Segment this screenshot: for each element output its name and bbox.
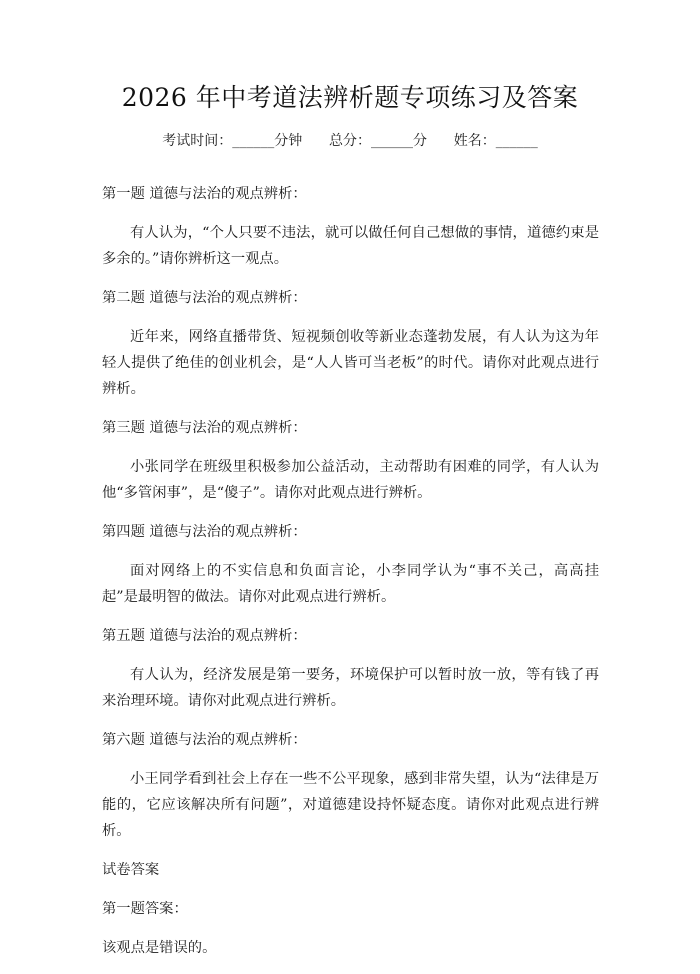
question-block: [102, 415, 599, 506]
question-text: 面对网络上的不实信息和负面言论，小李同学认为“事不关己，高高挂起”是最明智的做法。请你对此观点进行辨析。: [102, 563, 599, 605]
exam-info-line: 考试时间：______分钟 总分：______分 姓名：______: [162, 133, 538, 149]
question-block: [102, 181, 599, 272]
question-heading: 第一题 道德与法治的观点辨析：: [102, 186, 307, 202]
question-text: 有人认为，“个人只要不违法，就可以做任何自己想做的事情，道德约束是多余的。”请你辨析这一观点。: [102, 225, 599, 267]
question-heading: 第六题 道德与法治的观点辨析：: [102, 732, 307, 748]
question-block: [102, 623, 599, 714]
question-block: [102, 519, 599, 610]
question-text: 有人认为，经济发展是第一要务，环境保护可以暂时放一放，等有钱了再来治理环境。请你对此观点进行辨析。: [102, 667, 599, 709]
question-heading: 第三题 道德与法治的观点辨析：: [102, 420, 307, 436]
question-block: [102, 285, 599, 402]
question-heading: 第五题 道德与法治的观点辨析：: [102, 628, 307, 644]
document-title: 2026 年中考道法辨析题专项练习及答案: [121, 83, 579, 112]
question-heading: 第二题 道德与法治的观点辨析：: [102, 290, 307, 306]
question-text: 小张同学在班级里积极参加公益活动，主动帮助有困难的同学，有人认为他“多管闲事”，是“傻子”。请你对此观点进行辨析。: [102, 459, 599, 501]
question-text: 小王同学看到社会上存在一些不公平现象，感到非常失望，认为“法律是万能的，它应该解决所有问题”，对道德建设持怀疑态度。请你对此观点进行辨析。: [102, 771, 599, 839]
question-block: [102, 727, 599, 844]
document-body: [102, 181, 599, 974]
answers-section-title: 试卷答案: [102, 862, 160, 878]
question-heading: 第四题 道德与法治的观点辨析：: [102, 524, 307, 540]
first-answer-text: 该观点是错误的。: [102, 940, 217, 956]
first-answer-label: 第一题答案：: [102, 901, 188, 917]
question-text: 近年来，网络直播带货、短视频创收等新业态蓬勃发展，有人认为这为年轻人提供了绝佳的创业机会，是“人人皆可当老板”的时代。请你对此观点进行辨析。: [102, 329, 599, 397]
